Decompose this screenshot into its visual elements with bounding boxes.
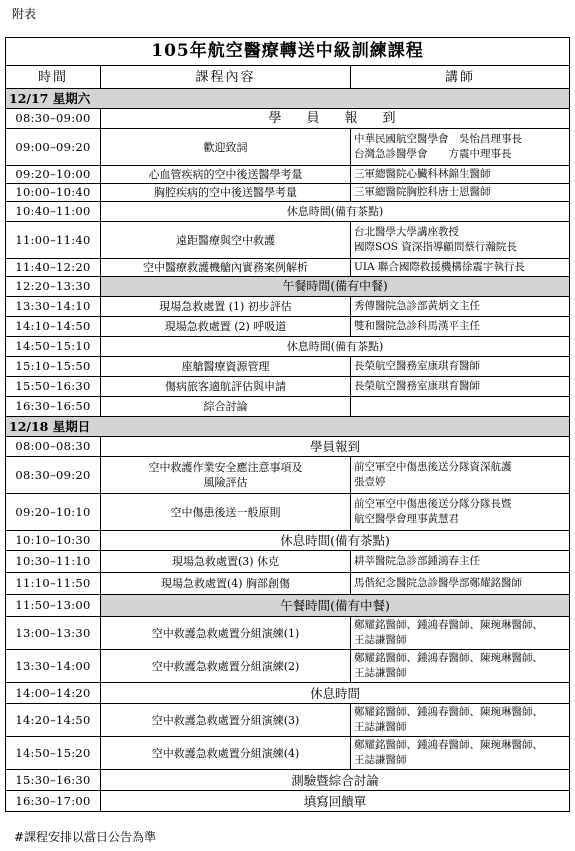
header-course: 課程內容 — [101, 66, 351, 89]
teacher-line: 航空醫學會理事黃慧君 — [354, 513, 459, 525]
teacher-cell — [351, 397, 570, 417]
teacher-cell: 耕莘醫院急診部鍾鴻春主任 — [351, 551, 570, 573]
table-row — [6, 357, 570, 377]
time-cell: 10:30–11:10 — [6, 551, 101, 573]
table-row — [6, 683, 570, 704]
time-cell: 09:20–10:00 — [6, 166, 101, 184]
span-cell: 學 員 報 到 — [101, 109, 570, 129]
teacher-cell — [351, 222, 570, 259]
time-cell: 09:00–09:20 — [6, 129, 101, 166]
teacher-line: 前空軍空中傷患後送分隊資深航護 — [354, 461, 512, 473]
teacher-cell — [351, 617, 570, 650]
course-cell: 空中救護急救處置分組演練(3) — [101, 704, 351, 737]
table-row — [6, 397, 570, 417]
span-cell: 測驗暨綜合討論 — [101, 770, 570, 791]
course-cell: 空中傷患後送一般原則 — [101, 494, 351, 531]
time-cell: 14:20–14:50 — [6, 704, 101, 737]
time-cell: 15:10–15:50 — [6, 357, 101, 377]
teacher-line: 王誌謙醫師 — [354, 754, 407, 766]
teacher-line: 鄭耀銘醫師、鍾鴻春醫師、陳琬琳醫師、 — [354, 739, 543, 751]
lunch-cell: 午餐時間(備有中餐) — [101, 595, 570, 617]
time-cell: 13:30–14:10 — [6, 297, 101, 317]
teacher-cell — [351, 457, 570, 494]
course-cell: 心血管疾病的空中後送醫學考量 — [101, 166, 351, 184]
course-cell: 現場急救處置(3) 休克 — [101, 551, 351, 573]
span-cell: 學員報到 — [101, 437, 570, 457]
time-cell: 13:30–14:00 — [6, 650, 101, 683]
teacher-line: 台灣急診醫學會 方震中理事長 — [354, 148, 512, 160]
time-cell: 10:00–10:40 — [6, 184, 101, 202]
span-cell: 休息時間(備有茶點) — [101, 337, 570, 357]
time-cell: 08:00–08:30 — [6, 437, 101, 457]
course-cell: 空中醫療救護機艙內實務案例解析 — [101, 259, 351, 277]
span-cell: 休息時間(備有茶點) — [101, 531, 570, 551]
teacher-cell — [351, 494, 570, 531]
teacher-cell: 雙和醫院急診科馬漢平主任 — [351, 317, 570, 337]
table-row — [6, 222, 570, 259]
span-cell: 填寫回饋單 — [101, 791, 570, 812]
teacher-cell — [351, 650, 570, 683]
table-row — [6, 551, 570, 573]
teacher-line: 國際SOS 資深指導顧問蔡行瀚院長 — [354, 241, 517, 253]
teacher-cell — [351, 129, 570, 166]
appendix-label: 附表 — [12, 7, 37, 21]
table-row — [6, 337, 570, 357]
time-cell: 15:50–16:30 — [6, 377, 101, 397]
time-cell: 13:00–13:30 — [6, 617, 101, 650]
table-row — [6, 494, 570, 531]
day-2-heading: 12/18 星期日 — [6, 417, 570, 437]
table-row — [6, 259, 570, 277]
time-cell: 12:20–13:30 — [6, 277, 101, 297]
table-row — [6, 791, 570, 812]
header-teacher: 講師 — [351, 66, 570, 89]
teacher-line: 鄭耀銘醫師、鍾鴻春醫師、陳琬琳醫師、 — [354, 619, 543, 631]
teacher-cell: 馬偕紀念醫院急診醫學部鄭耀銘醫師 — [351, 573, 570, 595]
course-cell: 空中救護急救處置分組演練(4) — [101, 737, 351, 770]
time-cell: 16:30–17:00 — [6, 791, 101, 812]
table-row — [6, 617, 570, 650]
time-cell: 08:30–09:00 — [6, 109, 101, 129]
time-cell: 15:30–16:30 — [6, 770, 101, 791]
time-cell: 11:50–13:00 — [6, 595, 101, 617]
time-cell: 09:20–10:10 — [6, 494, 101, 531]
course-cell: 綜合討論 — [101, 397, 351, 417]
course-line: 風險評估 — [203, 476, 248, 489]
teacher-line: 王誌謙醫師 — [354, 667, 407, 679]
teacher-cell: 三軍總醫院胸腔科唐士恩醫師 — [351, 184, 570, 202]
time-cell: 11:40–12:20 — [6, 259, 101, 277]
table-row — [6, 317, 570, 337]
teacher-line: 台北醫學大學講座教授 — [354, 226, 459, 238]
course-line: 空中救護作業安全應注意事項及 — [148, 461, 303, 474]
time-cell: 08:30–09:20 — [6, 457, 101, 494]
course-cell — [101, 457, 351, 494]
teacher-cell: 秀傳醫院急診部黃炳文主任 — [351, 297, 570, 317]
time-cell: 10:10–10:30 — [6, 531, 101, 551]
teacher-line: 中華民國航空醫學會 吳怡昌理事長 — [354, 133, 522, 145]
course-cell: 空中救護急救處置分組演練(1) — [101, 617, 351, 650]
time-cell: 10:40–11:00 — [6, 202, 101, 222]
teacher-cell: 長榮航空醫務室康琪育醫師 — [351, 357, 570, 377]
teacher-cell: 長榮航空醫務室康琪育醫師 — [351, 377, 570, 397]
course-cell: 傷病旅客適航評估與申請 — [101, 377, 351, 397]
table-row — [6, 437, 570, 457]
teacher-cell: UIA 聯合國際救援機構徐震宇執行長 — [351, 259, 570, 277]
table-row — [6, 166, 570, 184]
table-row — [6, 457, 570, 494]
schedule-table — [5, 37, 570, 812]
table-row — [6, 573, 570, 595]
table-row — [6, 377, 570, 397]
teacher-line: 鄭耀銘醫師、鍾鴻春醫師、陳琬琳醫師、 — [354, 706, 543, 718]
course-cell: 座艙醫療資源管理 — [101, 357, 351, 377]
course-cell: 胸腔疾病的空中後送醫學考量 — [101, 184, 351, 202]
teacher-line: 鄭耀銘醫師、鍾鴻春醫師、陳琬琳醫師、 — [354, 652, 543, 664]
table-row — [6, 109, 570, 129]
time-cell: 14:50–15:20 — [6, 737, 101, 770]
span-cell: 休息時間 — [101, 683, 570, 704]
footnote: #課程安排以當日公告為準 — [14, 830, 157, 844]
table-row — [6, 129, 570, 166]
header-row — [6, 66, 570, 89]
teacher-line: 王誌謙醫師 — [354, 721, 407, 733]
table-row — [6, 184, 570, 202]
table-row — [6, 737, 570, 770]
table-row — [6, 704, 570, 737]
table-row — [6, 297, 570, 317]
time-cell: 11:10–11:50 — [6, 573, 101, 595]
table-row — [6, 277, 570, 297]
table-row — [6, 650, 570, 683]
course-cell: 遠距醫療與空中救護 — [101, 222, 351, 259]
teacher-cell: 三軍總醫院心臟科林錦生醫師 — [351, 166, 570, 184]
span-cell: 休息時間(備有茶點) — [101, 202, 570, 222]
table-row — [6, 531, 570, 551]
time-cell: 14:10–14:50 — [6, 317, 101, 337]
time-cell: 11:00–11:40 — [6, 222, 101, 259]
teacher-line: 王誌謙醫師 — [354, 634, 407, 646]
table-row — [6, 595, 570, 617]
teacher-line: 張壹婷 — [354, 476, 386, 488]
header-time: 時間 — [6, 66, 101, 89]
course-cell: 現場急救處置 (2) 呼吸道 — [101, 317, 351, 337]
lunch-cell: 午餐時間(備有中餐) — [101, 277, 570, 297]
course-cell: 歡迎致詞 — [101, 129, 351, 166]
course-cell: 現場急救處置(4) 胸部創傷 — [101, 573, 351, 595]
teacher-line: 前空軍空中傷患後送分隊分隊長暨 — [354, 498, 512, 510]
page-title: 105年航空醫療轉送中級訓練課程 — [6, 38, 570, 66]
course-cell: 空中救護急救處置分組演練(2) — [101, 650, 351, 683]
teacher-cell — [351, 737, 570, 770]
table-row — [6, 202, 570, 222]
course-cell: 現場急救處置 (1) 初步評估 — [101, 297, 351, 317]
time-cell: 16:30–16:50 — [6, 397, 101, 417]
time-cell: 14:00–14:20 — [6, 683, 101, 704]
day-1-heading: 12/17 星期六 — [6, 89, 570, 109]
table-row — [6, 770, 570, 791]
time-cell: 14:50–15:10 — [6, 337, 101, 357]
teacher-cell — [351, 704, 570, 737]
